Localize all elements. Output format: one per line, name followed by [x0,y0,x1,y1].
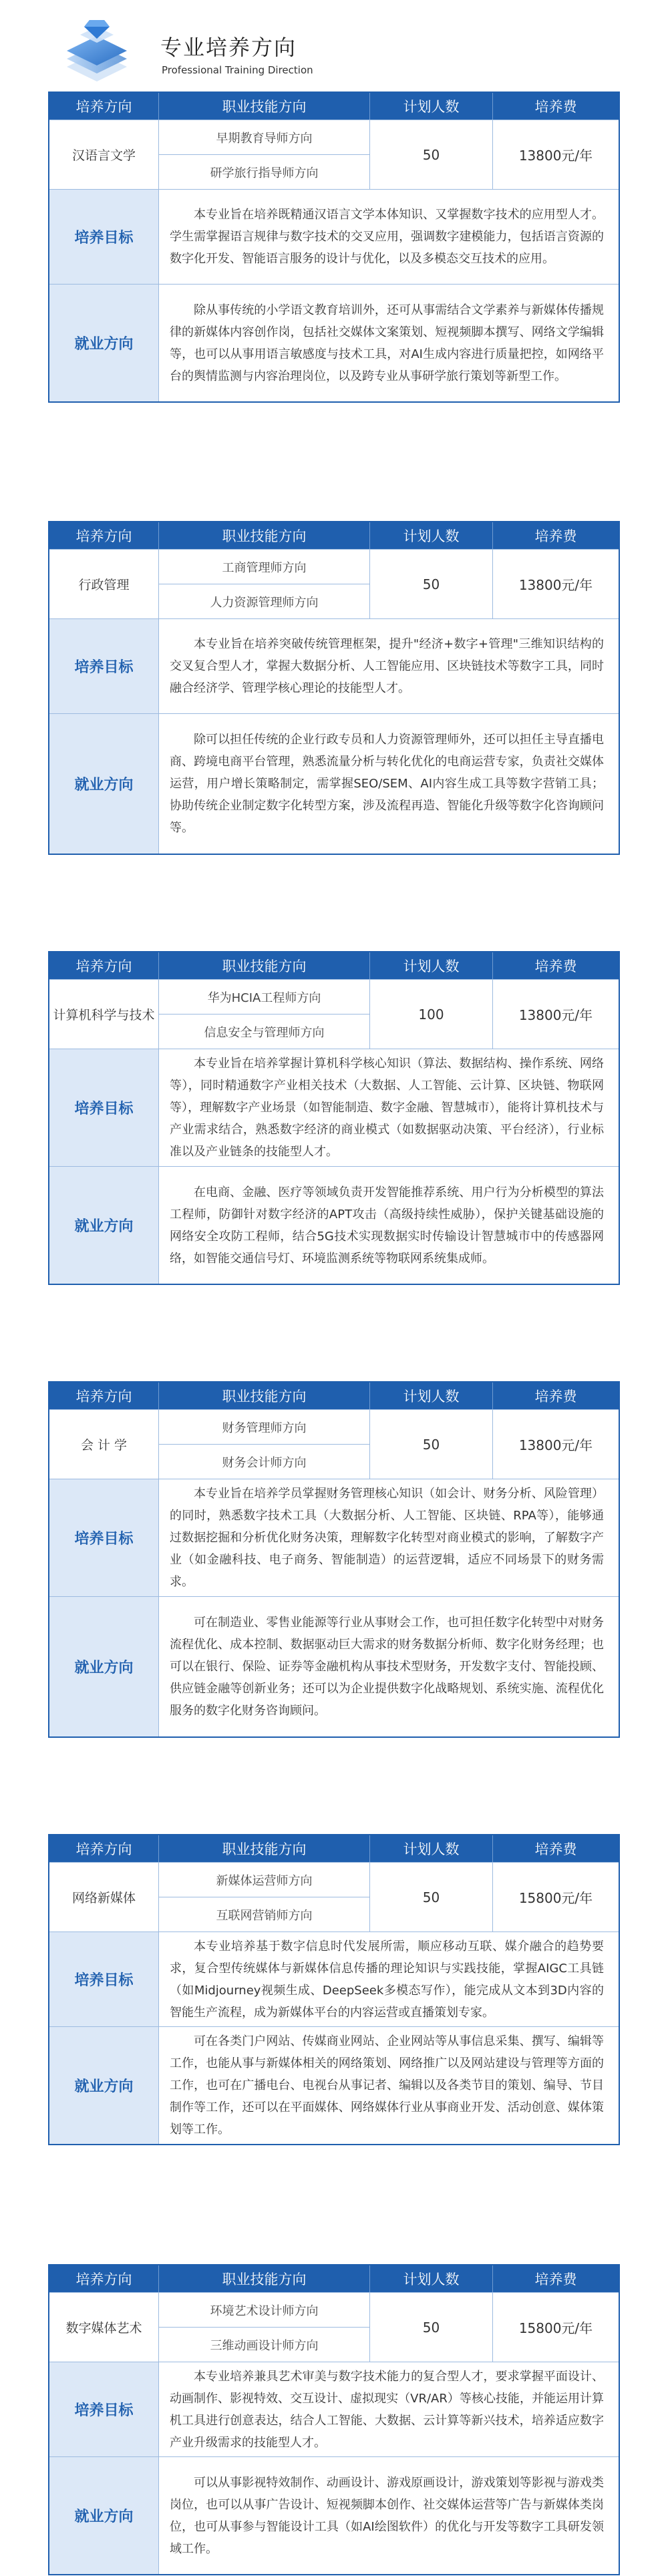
skill-direction-1: 财务管理师方向 [222,1421,307,1435]
job-text [159,1597,619,1736]
program-table [48,1381,620,1738]
page-header [0,0,668,107]
goal-text [159,1049,619,1166]
goal-row [49,189,619,284]
goal-label: 培养目标 [49,1049,159,1166]
table-header-row [49,1835,619,1862]
col-major-header: 培养方向 [49,2265,159,2292]
major-name: 数字媒体艺术 [49,2293,159,2362]
tuition-fee: 15800元/年 [518,2320,593,2336]
tuition-fee: 15800元/年 [518,1890,593,1906]
job-paragraph: 可以从事影视特效制作、动画设计、游戏原画设计，游戏策划等影视与游戏类岗位，也可以从事广告设计、短视频脚本创作、社交媒体运营等广告与新媒体类岗位，也可从事参与智能设计工具（如AI绘图软件）的优化与开发等数字工具研发领域工作。 [170,2475,604,2556]
col-skill-header: 职业技能方向 [159,1835,370,1862]
col-skill-header: 职业技能方向 [159,2265,370,2292]
goal-text [159,2362,619,2456]
program-info-row [49,1862,619,1931]
job-paragraph: 除从事传统的小学语文教育培训外，还可从事需结合文学素养与新媒体传播规律的新媒体内容创作岗，包括社交媒体文案策划、短视频脚本撰写、网络文学编辑等，也可以从事用语言敏感度与技术工具，对AI生成内容进行质量把控，如网络平台的舆情监测与内容治理岗位，以及跨专业从事研学旅行策划等新型工作。 [170,303,604,383]
major-name: 网络新媒体 [49,1863,159,1931]
planned-enrollment: 50 [370,2293,493,2362]
col-plan-header: 计划人数 [370,1383,493,1409]
tuition-fee: 13800元/年 [518,148,593,164]
skill-directions [159,550,370,618]
job-label: 就业方向 [49,714,159,854]
table-header-row [49,522,619,549]
goal-paragraph: 本专业培养兼具艺术审美与数字技术能力的复合型人才，要求掌握平面设计、动画制作、影视特效、交互设计、虚拟现实（VR/AR）等核心技能，并能运用计算机工具进行创意表达，结合人工智能、大数据、云计算等新兴技术，培养适应数字产业升级需求的技能型人才。 [170,2369,604,2450]
planned-enrollment: 50 [370,1863,493,1931]
planned-enrollment: 50 [370,120,493,189]
program-info-row [49,979,619,1049]
job-label: 就业方向 [49,2457,159,2574]
planned-enrollment: 50 [370,550,493,618]
goal-row [49,618,619,713]
job-row [49,713,619,854]
skill-direction-1: 新媒体运营师方向 [216,1873,313,1888]
goal-paragraph: 本专业培养基于数字信息时代发展所需，顺应移动互联、媒介融合的趋势要求，复合型传统媒体与新媒体信息传播的理论知识与实践技能，掌握AIGC工具链（如Midjourney视频生成、DeepSeek多模态写作），能完成从文本到3D内容的智能生产流程，成为新媒体平台的内容运营或直播策划专家。 [170,1939,604,2020]
col-skill-header: 职业技能方向 [159,1383,370,1409]
skill-directions [159,980,370,1049]
program-info-row [49,2292,619,2362]
col-plan-header: 计划人数 [370,1835,493,1862]
goal-label: 培养目标 [49,1932,159,2026]
col-plan-header: 计划人数 [370,93,493,120]
col-major-header: 培养方向 [49,522,159,549]
col-skill-header: 职业技能方向 [159,93,370,120]
goal-text [159,1479,619,1596]
table-header-row [49,1383,619,1409]
skill-directions [159,2293,370,2362]
job-row [49,2026,619,2144]
goal-label: 培养目标 [49,1479,159,1596]
col-plan-header: 计划人数 [370,952,493,979]
col-major-header: 培养方向 [49,1835,159,1862]
goal-text [159,1932,619,2026]
skill-direction-2: 研学旅行指导师方向 [159,154,369,189]
program-table [48,91,620,403]
program-info-row [49,120,619,189]
major-name: 行政管理 [49,550,159,618]
skill-direction-2: 三维动画设计师方向 [159,2327,369,2362]
skill-direction-1: 早期教育导师方向 [216,131,313,146]
col-fee-header: 培养费 [534,958,577,974]
goal-label: 培养目标 [49,2362,159,2456]
table-header-row [49,952,619,979]
col-skill-header: 职业技能方向 [159,952,370,979]
job-paragraph: 可在各类门户网站、传媒商业网站、企业网站等从事信息采集、撰写、编辑等工作，也能从事与新媒体相关的网络策划、网络推广以及网站建设与管理等方面的工作，也可在广播电台、电视台从事记者、编辑以及各类节目的策划、编导、节目制作等工作，还可以在平面媒体、网络媒体行业从事商业开发、活动创意、媒体策划等工作。 [170,2034,604,2137]
program-table [48,1834,620,2145]
job-text [159,2027,619,2144]
program-table [48,2264,620,2575]
page-title: 专业培养方向 [160,35,297,60]
job-label: 就业方向 [49,2027,159,2144]
job-paragraph: 除可以担任传统的企业行政专员和人力资源管理师外，还可以担任主导直播电商、跨境电商平台管理，熟悉流量分析与转化优化的电商运营专家，负责社交媒体运营，用户增长策略制定，需掌握SEO/SEM、AI内容生成工具等数字营销工具；协助传统企业制定数字化转型方案，涉及流程再造、智能化升级等数字化咨询顾问等。 [170,733,604,835]
skill-direction-2: 信息安全与管理师方向 [159,1014,369,1049]
goal-paragraph: 本专业旨在培养掌握计算机科学核心知识（算法、数据结构、操作系统、网络等），同时精通数字产业相关技术（大数据、人工智能、云计算、区块链、物联网等），理解数字产业场景（如智能制造、数字金融、智慧城市），能将计算机技术与产业需求结合，熟悉数字经济的商业模式（如数据驱动决策、平台经济），行业标准以及产业链条的技能型人才。 [170,1057,604,1159]
job-text [159,2457,619,2574]
major-name: 汉语言文学 [49,120,159,189]
goal-paragraph: 本专业旨在培养学员掌握财务管理核心知识（如会计、财务分析、风险管理）的同时，熟悉数字技术工具（大数据分析、人工智能、区块链、RPA等），能够通过数据挖掘和分析优化财务决策，理解数字化转型对商业模式的影响，了解数字产业（如金融科技、电子商务、智能制造）的运营逻辑，适应不同场景下的财务需求。 [170,1487,604,1589]
goal-row [49,1479,619,1596]
goal-label: 培养目标 [49,619,159,713]
table-header-row [49,93,619,120]
table-header-row [49,2265,619,2292]
planned-enrollment: 50 [370,1410,493,1479]
goal-paragraph: 本专业旨在培养突破传统管理框架，提升"经济+数字+管理"三维知识结构的交叉复合型人才，掌握大数据分析、人工智能应用、区块链技术等数字工具，同时融合经济学、管理学核心理论的技能型人才。 [170,637,604,695]
col-fee-header: 培养费 [534,1841,577,1857]
col-major-header: 培养方向 [49,93,159,120]
major-name: 会 计 学 [49,1410,159,1479]
skill-directions [159,1410,370,1479]
job-label: 就业方向 [49,285,159,401]
skill-direction-2: 人力资源管理师方向 [159,584,369,618]
goal-paragraph: 本专业旨在培养既精通汉语言文学本体知识、又掌握数字技术的应用型人才。学生需掌握语言规律与数字技术的交叉应用，强调数字建模能力，包括语言资源的数字化开发、智能语言服务的设计与优化，以及多模态交互技术的应用。 [170,208,604,266]
col-skill-header: 职业技能方向 [159,522,370,549]
col-fee-header: 培养费 [534,1389,577,1405]
tuition-fee: 13800元/年 [518,1437,593,1453]
col-fee-header: 培养费 [534,528,577,544]
job-label: 就业方向 [49,1167,159,1284]
col-major-header: 培养方向 [49,1383,159,1409]
skill-direction-1: 工商管理师方向 [222,560,307,575]
tuition-fee: 13800元/年 [518,577,593,593]
program-info-row [49,549,619,618]
job-row [49,2456,619,2574]
planned-enrollment: 100 [370,980,493,1049]
goal-row [49,2362,619,2456]
stacked-layers-icon [60,15,134,88]
skill-direction-1: 华为HCIA工程师方向 [207,990,321,1005]
program-table [48,521,620,855]
goal-row [49,1931,619,2026]
goal-text [159,619,619,713]
job-text [159,714,619,854]
col-fee-header: 培养费 [534,2271,577,2287]
program-table [48,951,620,1285]
job-label: 就业方向 [49,1597,159,1736]
tuition-fee: 13800元/年 [518,1007,593,1023]
goal-row [49,1049,619,1166]
job-text [159,285,619,401]
col-plan-header: 计划人数 [370,2265,493,2292]
skill-direction-2: 财务会计师方向 [159,1444,369,1479]
goal-text [159,190,619,284]
page-subtitle: Professional Training Direction [162,64,313,76]
major-name: 计算机科学与技术 [49,980,159,1049]
skill-direction-1: 环境艺术设计师方向 [210,2304,319,2318]
job-text [159,1167,619,1284]
col-fee-header: 培养费 [534,99,577,115]
col-plan-header: 计划人数 [370,522,493,549]
job-row [49,1166,619,1284]
goal-label: 培养目标 [49,190,159,284]
skill-directions [159,1863,370,1931]
skill-directions [159,120,370,189]
job-paragraph: 可在制造业、零售业能源等行业从事财会工作，也可担任数字化转型中对财务流程优化、成本控制、数据驱动巨大需求的财务数据分析师、数字化财务经理；也可以在银行、保险、证券等金融机构从事技术型财务，开发数字支付、智能投顾、供应链金融等创新业务；还可以为企业提供数字化战略规划、系统实施、流程优化服务的数字化财务咨询顾问。 [170,1616,604,1718]
skill-direction-2: 互联网营销师方向 [159,1897,369,1931]
program-info-row [49,1409,619,1479]
col-major-header: 培养方向 [49,952,159,979]
job-paragraph: 在电商、金融、医疗等领域负责开发智能推荐系统、用户行为分析模型的算法工程师，防御针对数字经济的APT攻击（高级持续性威胁），保护关键基础设施的网络安全攻防工程师，结合5G技术实现数据实时传输设计智慧城市中的传感器网络，如智能交通信号灯、环境监测系统等物联网系统集成师。 [170,1185,604,1266]
job-row [49,1596,619,1736]
job-row [49,284,619,401]
